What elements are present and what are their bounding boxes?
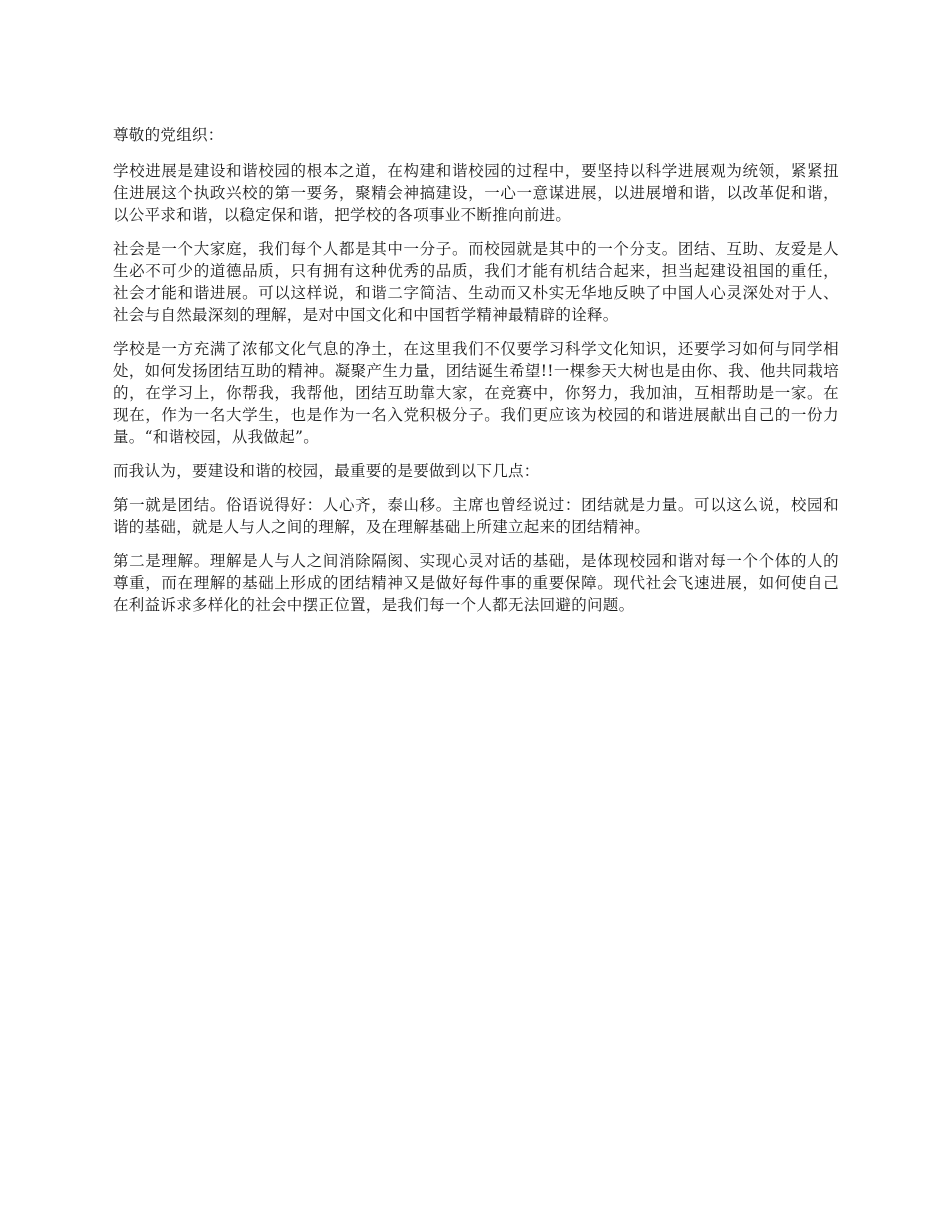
document-body [113,124,839,628]
paragraph-3: 学校是一方充满了浓郁文化气息的净土，在这里我们不仅要学习科学文化知识，还要学习如何与同学相处，如何发扬团结互助的精神。凝聚产生力量，团结诞生希望!!一棵参天大树也是由你、我、他共同栽培的，在学习上，你帮我，我帮他，团结互助靠大家，在竞赛中，你努力，我加油，互相帮助是一家。在现在，作为一名大学生，也是作为一名入党积极分子。我们更应该为校园的和谐进展献出自己的一份力量。“和谐校园，从我做起”。 [113,340,839,446]
paragraph-5: 第一就是团结。俗语说得好：人心齐，泰山移。主席也曾经说过：团结就是力量。可以这么说，校园和谐的基础，就是人与人之间的理解，及在理解基础上所建立起来的团结精神。 [113,496,839,536]
paragraph-2: 社会是一个大家庭，我们每个人都是其中一分子。而校园就是其中的一个分支。团结、互助、友爱是人生必不可少的道德品质，只有拥有这种优秀的品质，我们才能有机结合起来，担当起建设祖国的重任，社会才能和谐进展。可以这样说，和谐二字简洁、生动而又朴实无华地反映了中国人心灵深处对于人、社会与自然最深刻的理解，是对中国文化和中国哲学精神最精辟的诠释。 [113,240,839,324]
paragraph-1: 学校进展是建设和谐校园的根本之道，在构建和谐校园的过程中，要坚持以科学进展观为统领，紧紧扭住进展这个执政兴校的第一要务，聚精会神搞建设，一心一意谋进展，以进展增和谐，以改革促和谐，以公平求和谐，以稳定保和谐，把学校的各项事业不断推向前进。 [113,162,839,224]
salutation: 尊敬的党组织： [113,126,224,144]
paragraph-4: 而我认为，要建设和谐的校园，最重要的是要做到以下几点： [113,462,540,480]
paragraph-6: 第二是理解。理解是人与人之间消除隔阂、实现心灵对话的基础，是体现校园和谐对每一个个体的人的尊重，而在理解的基础上形成的团结精神又是做好每件事的重要保障。现代社会飞速进展，如何使自己在利益诉求多样化的社会中摆正位置，是我们每一个人都无法回避的问题。 [113,552,839,614]
